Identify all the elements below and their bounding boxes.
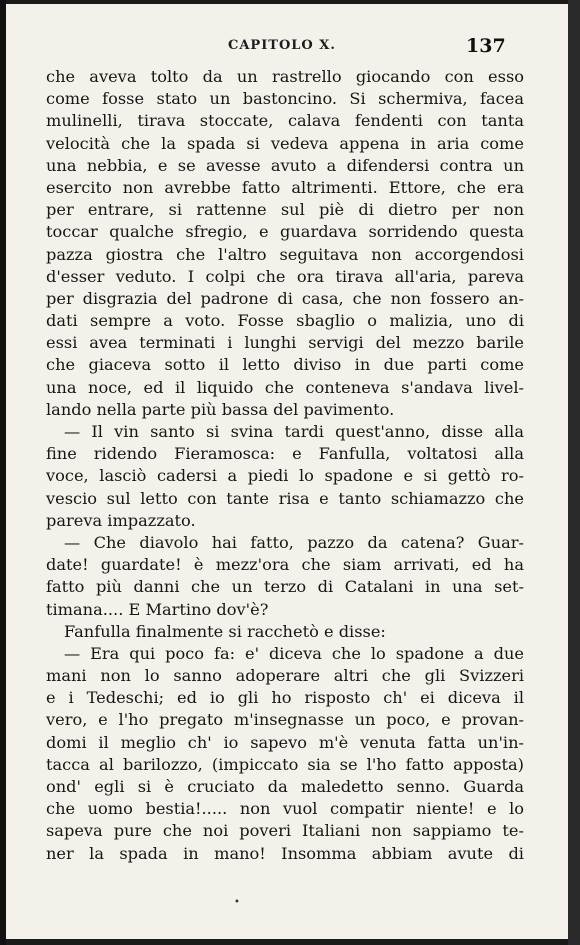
text-line: come fosse stato un bastoncino. Si schermiva, facea bbox=[46, 89, 524, 109]
text-line: fatto più danni che un terzo di Catalani in una set- bbox=[46, 577, 524, 597]
page-number: 137 bbox=[466, 35, 506, 57]
book-page bbox=[6, 4, 568, 939]
text-line: una nebbia, e se avesse avuto a difendersi contra un bbox=[46, 155, 524, 175]
text-line: ner la spada in mano! Insomma abbiam avute di bbox=[46, 843, 524, 863]
text-line: d'esser veduto. I colpi che ora tirava all'aria, pareva bbox=[46, 266, 524, 286]
page-header bbox=[6, 35, 568, 58]
text-line: che aveva tolto da un rastrello giocando con esso bbox=[46, 67, 524, 86]
text-line: fine ridendo Fieramosca: e Fanfulla, voltatosi alla bbox=[46, 444, 524, 464]
text-line: Fanfulla finalmente si racchetò e disse: bbox=[64, 621, 386, 641]
text-line: velocità che la spada si vedeva appena in aria come bbox=[46, 133, 524, 153]
text-line: — Era qui poco fa: e' diceva che lo spadone a due bbox=[64, 643, 524, 663]
text-line: mulinelli, tirava stoccate, calava fendenti con tanta bbox=[46, 111, 524, 131]
text-line: sapeva pure che noi poveri Italiani non sappiamo te- bbox=[46, 821, 524, 841]
text-line: esercito non avrebbe fatto altrimenti. Ettore, che era bbox=[46, 177, 524, 197]
text-line: — Il vin santo si svina tardi quest'anno, disse alla bbox=[64, 422, 524, 441]
text-line: dati sempre a voto. Fosse sbaglio o malizia, uno di bbox=[46, 311, 524, 331]
text-line: mani non lo sanno adoperare altri che gli Svizzeri bbox=[46, 666, 524, 686]
page-body-text bbox=[46, 66, 524, 865]
text-line: vescio sul letto con tante risa e tanto schiamazzo che bbox=[46, 488, 524, 508]
running-head: CAPITOLO X. bbox=[228, 38, 336, 53]
text-line: date! guardate! è mezz'ora che siam arrivati, ed ha bbox=[46, 555, 524, 575]
text-line: tacca al barilozzo, (impiccato sia se l'ho fatto apposta) bbox=[46, 754, 524, 774]
text-line: toccar qualche sfregio, e guardava sorridendo questa bbox=[46, 222, 524, 242]
text-line: che giaceva sotto il letto diviso in due parti come bbox=[46, 355, 524, 375]
text-line: vero, e l'ho pregato m'insegnasse un poco, e provan- bbox=[46, 710, 524, 730]
text-line: pareva impazzato. bbox=[46, 510, 196, 530]
text-line: per entrare, si rattenne sul piè di dietro per non bbox=[46, 200, 524, 220]
scan-right-edge bbox=[568, 0, 580, 945]
text-line: ond' egli si è cruciato da maledetto senno. Guarda bbox=[46, 777, 524, 796]
footer-mark: • bbox=[234, 897, 240, 908]
text-line: voce, lasciò cadersi a piedi lo spadone e si gettò ro- bbox=[46, 466, 524, 486]
text-line: domi il meglio ch' io sapevo m'è venuta fatta un'in- bbox=[46, 732, 524, 752]
text-line: timana.... E Martino dov'è? bbox=[46, 599, 269, 619]
text-line: per disgrazia del padrone di casa, che non fossero an- bbox=[46, 288, 524, 308]
text-line: lando nella parte più bassa del pavimento. bbox=[46, 399, 395, 419]
text-line: che uomo bestia!..... non vuol compatir niente! e lo bbox=[46, 799, 524, 819]
text-line: essi avea terminati i lunghi servigi del mezzo barile bbox=[46, 333, 524, 353]
text-line: pazza giostra che l'altro seguitava non accorgendosi bbox=[46, 244, 524, 264]
text-line: — Che diavolo hai fatto, pazzo da catena? Guar- bbox=[64, 532, 524, 552]
text-line: una noce, ed il liquido che conteneva s'andava livel- bbox=[46, 377, 524, 397]
text-line: e i Tedeschi; ed io gli ho risposto ch' ei diceva il bbox=[46, 688, 524, 708]
